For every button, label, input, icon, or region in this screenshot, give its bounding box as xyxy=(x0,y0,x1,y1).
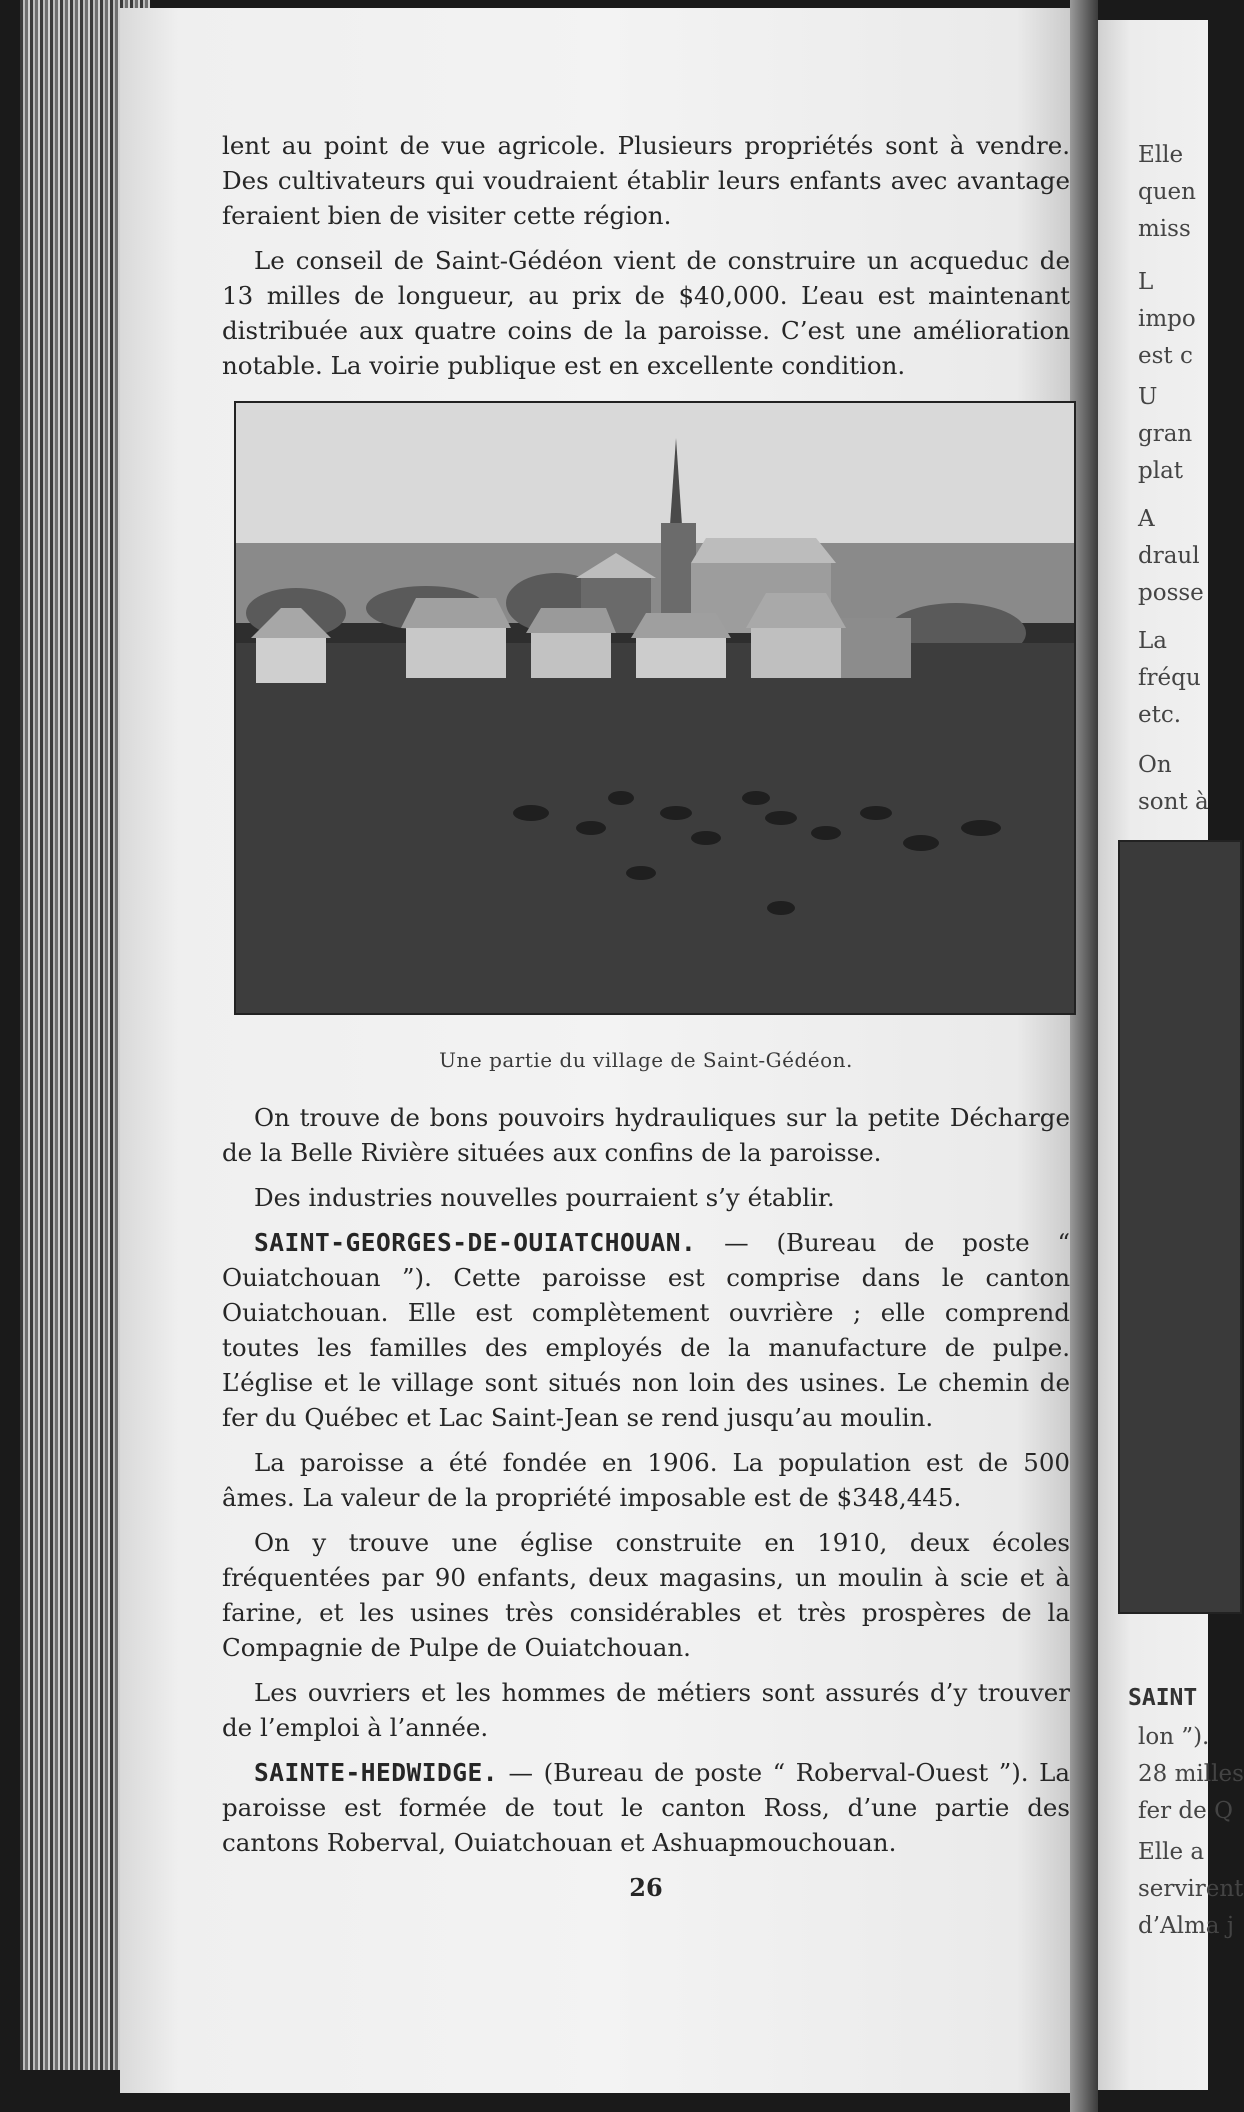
right-page-line: fréqu xyxy=(1138,665,1201,691)
section-sainte-hedwidge xyxy=(222,1755,1070,1860)
right-page-heading: SAINT xyxy=(1128,1685,1198,1711)
right-page-line: 28 milles xyxy=(1138,1761,1244,1787)
right-page-line: Elle xyxy=(1138,142,1184,168)
paragraph: lent au point de vue agricole. Plusieurs propriétés sont à vendre. Des cultivateurs qui voudraient établir leurs enfants avec avantage feraient bien de visiter cette région. xyxy=(222,131,1070,230)
right-page-line: servirent xyxy=(1138,1876,1244,1902)
paragraph: On y trouve une église construite en 1910, deux écoles fréquentées par 90 enfants, deux magasins, un moulin à scie et à farine, et les usines très considérables et très prospères de la Compagnie de Pulpe de Ouiatchouan. xyxy=(222,1528,1070,1662)
right-page-photo xyxy=(1118,840,1242,1614)
page-content xyxy=(222,128,1070,1905)
right-page-line: U xyxy=(1138,384,1158,410)
page-number: 26 xyxy=(629,1873,663,1902)
right-page-line: impo xyxy=(1138,306,1196,332)
right-page-line: sont à xyxy=(1138,789,1209,815)
paragraph: Les ouvriers et les hommes de métiers sont assurés d’y trouver de l’emploi à l’année. xyxy=(222,1678,1070,1742)
right-page-line: Elle a xyxy=(1138,1839,1205,1865)
right-page-line: fer de Q xyxy=(1138,1798,1233,1824)
right-page-fragment xyxy=(1098,20,1244,2090)
right-page-line: quen xyxy=(1138,179,1196,205)
section-heading: SAINTE-HEDWIDGE. xyxy=(254,1758,499,1787)
right-page-line: lon ”). xyxy=(1138,1724,1210,1750)
right-page-line: posse xyxy=(1138,580,1204,606)
village-photo xyxy=(234,401,1076,1015)
section-text: — (Bureau de poste “ Ouiatchouan ”). Cette paroisse est comprise dans le canton Ouiatchouan. Elle est complètement ouvrière ; elle comprend toutes les familles des employés de la manufacture de pulpe. L’église et le village sont situés non loin des usines. Le chemin de fer du Québec et Lac Saint-Jean se rend jusqu’au moulin. xyxy=(222,1228,1070,1432)
right-page-line: plat xyxy=(1138,458,1184,484)
right-page-line: etc. xyxy=(1138,702,1182,728)
right-page-line: A xyxy=(1138,506,1155,532)
right-page-line: La xyxy=(1138,628,1167,654)
section-text: — (Bureau de poste “ Roberval-Ouest ”). La paroisse est formée de tout le canton Ross, d’une partie des cantons Roberval, Ouiatchouan et Ashuapmouchouan. xyxy=(222,1758,1070,1857)
paragraph: Des industries nouvelles pourraient s’y établir. xyxy=(254,1183,835,1212)
right-page-line: L xyxy=(1138,269,1154,295)
right-page-line: draul xyxy=(1138,543,1200,569)
book-gutter xyxy=(1070,0,1098,2112)
paragraph: La paroisse a été fondée en 1906. La population est de 500 âmes. La valeur de la propriété imposable est de $348,445. xyxy=(222,1448,1070,1512)
right-page-line: On xyxy=(1138,752,1172,778)
photo-caption: Une partie du village de Saint-Gédéon. xyxy=(439,1048,853,1072)
right-page-line: miss xyxy=(1138,216,1191,242)
right-page-line: gran xyxy=(1138,421,1193,447)
section-saint-georges xyxy=(222,1225,1070,1435)
right-page-line: est c xyxy=(1138,343,1193,369)
right-page-line: d’Alma j xyxy=(1138,1913,1234,1939)
paragraph: On trouve de bons pouvoirs hydrauliques sur la petite Décharge de la Belle Rivière situées aux confins de la paroisse. xyxy=(222,1103,1070,1167)
section-heading: SAINT-GEORGES-DE-OUIATCHOUAN. xyxy=(254,1228,697,1257)
paragraph: Le conseil de Saint-Gédéon vient de construire un acqueduc de 13 milles de longueur, au prix de $40,000. L’eau est maintenant distribuée aux quatre coins de la paroisse. C’est une amélioration notable. La voirie publique est en excellente condition. xyxy=(222,246,1070,380)
